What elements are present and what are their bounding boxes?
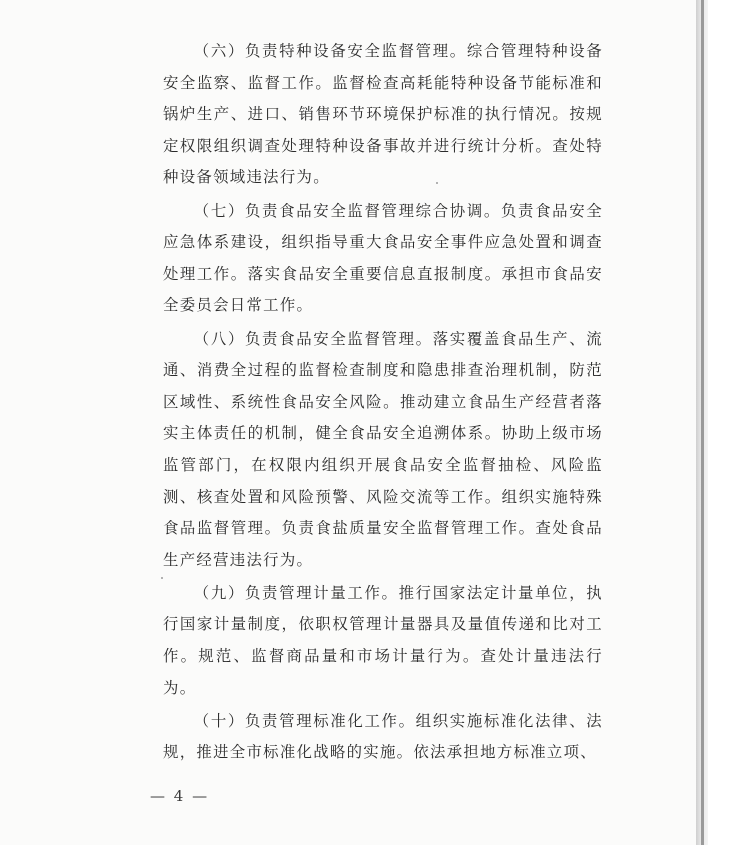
body-text (163, 36, 603, 771)
paragraph-10-standardization: （十）负责管理标准化工作。组织实施标准化法律、法规，推进全市标准化战略的实施。依法承担地方标准立项、 (163, 711, 603, 762)
page-number: — 4 — (150, 787, 210, 805)
paragraph-9-metrology: （九）负责管理计量工作。推行国家法定计量单位，执行国家计量制度，依职权管理计量器具及量值传递和比对工作。规范、监督商品量和市场计量行为。查处计量违法行为。 (163, 583, 603, 697)
page-edge-line (701, 0, 704, 845)
paragraph-7-food-safety-coordination: （七）负责食品安全监督管理综合协调。负责食品安全应急体系建设，组织指导重大食品安全事件应急处置和调查处理工作。落实食品安全重要信息直报制度。承担市食品安全委员会日常工作。 (163, 201, 603, 315)
scan-speck (161, 577, 163, 579)
paragraph-6-special-equipment: （六）负责特种设备安全监督管理。综合管理特种设备安全监察、监督工作。监督检查高耗能特种设备节能标准和锅炉生产、进口、销售环节环境保护标准的执行情况。按规定权限组织调查处理特种设备事故并进行统计分析。查处特种设备领域违法行为。 (163, 42, 603, 187)
scan-speck (436, 182, 438, 184)
paragraph-8-food-safety-supervision: （八）负责食品安全监督管理。落实覆盖食品生产、流通、消费全过程的监督检查制度和隐患排查治理机制，防范区域性、系统性食品安全风险。推动建立食品生产经营者落实主体责任的机制，健全食品安全追溯体系。协助上级市场监管部门，在权限内组织开展食品安全监督抽检、风险监测、核查处置和风险预警、风险交流等工作。组织实施特殊食品监督管理。负责食盐质量安全监督管理工作。查处食品生产经营违法行为。 (163, 329, 603, 569)
